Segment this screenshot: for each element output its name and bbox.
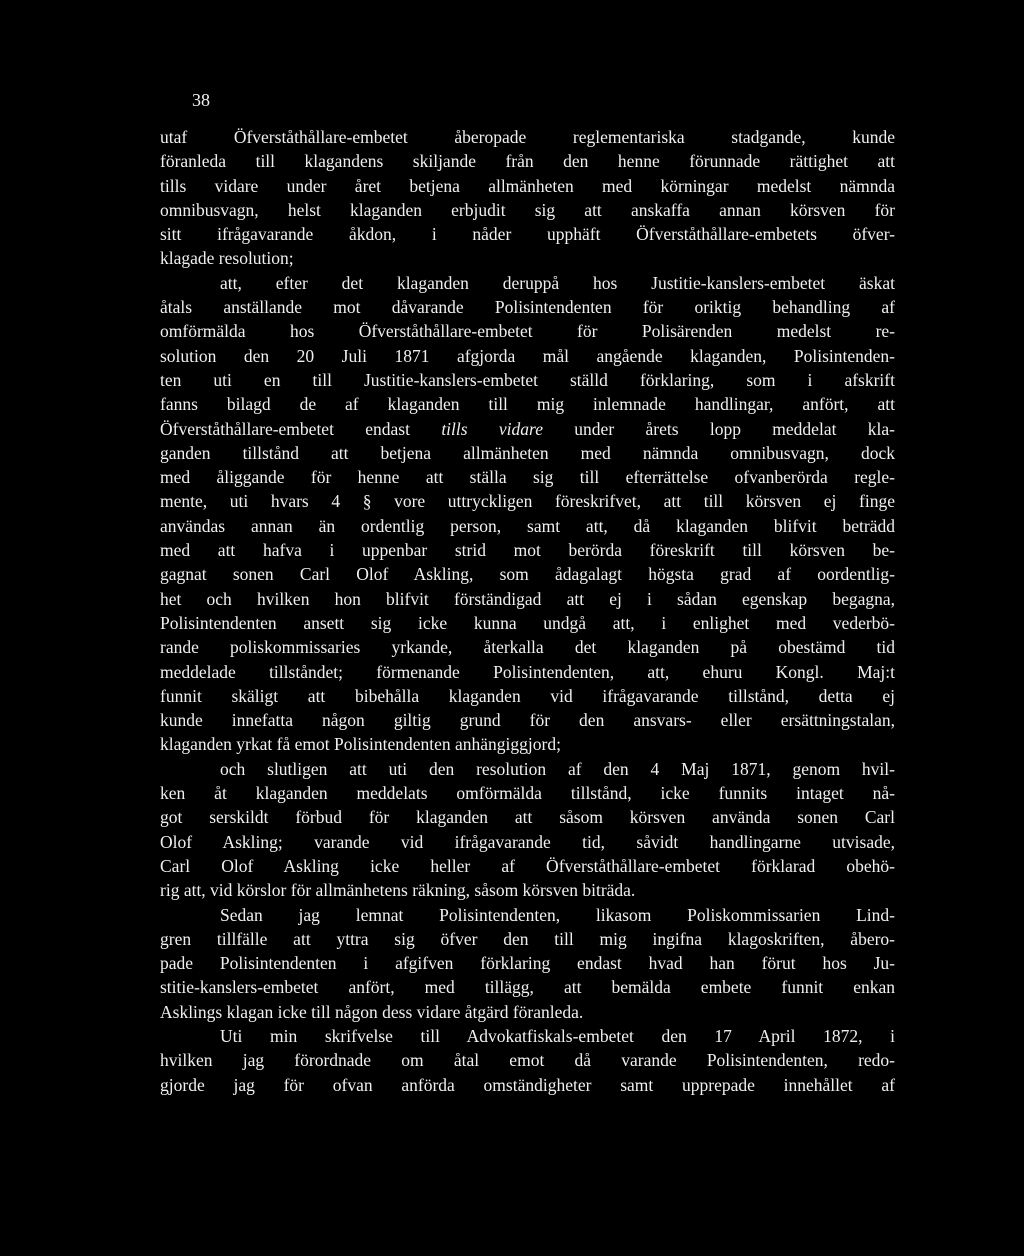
text-fragment: Öfverståthållare-embetet endast [160, 418, 442, 439]
text-line: ken åt klaganden meddelats omförmälda tillstånd, icke funnits intaget nå- [160, 783, 895, 804]
text-line: Sedan jag lemnat Polisintendenten, likasom Poliskommissarien Lind- [220, 904, 895, 925]
text-line: het och hvilken hon blifvit förständigad att ej i sådan egenskap begagna, [160, 588, 895, 609]
text-line: med att hafva i uppenbar strid mot berörda föreskrift till körsven be- [160, 540, 895, 561]
text-line: gjorde jag för ofvan anförda omständigheter samt upprepade innehållet af [160, 1074, 895, 1095]
text-line: stitie-kanslers-embetet anfört, med tillägg, att bemälda embete funnit enkan [160, 977, 895, 998]
text-fragment: under årets lopp meddelat kla- [542, 418, 895, 439]
text-line: ten uti en till Justitie-kanslers-embetet ställd förklaring, som i afskrift [160, 369, 895, 390]
text-line: användas annan än ordentlig person, samt att, då klaganden blifvit beträdd [160, 515, 895, 536]
text-line: pade Polisintendenten i afgifven förklaring endast hvad han förut hos Ju- [160, 953, 895, 974]
text-line: omnibusvagn, helst klaganden erbjudit sig att anskaffa annan körsven för [160, 199, 895, 220]
text-line: kunde innefatta någon giltig grund för den ansvars- eller ersättningstalan, [160, 710, 895, 731]
text-line: mente, uti hvars 4 § vore uttryckligen föreskrifvet, att till körsven ej finge [160, 491, 895, 512]
text-line: klagade resolution; [160, 248, 294, 269]
page-number: 38 [192, 90, 210, 110]
text-line: got serskildt förbud för klaganden att såsom körsven använda sonen Carl [160, 807, 895, 828]
text-line: meddelade tillståndet; förmenande Polisintendenten, att, ehuru Kongl. Maj:t [160, 661, 895, 682]
text-line: föranleda till klagandens skiljande från den henne förunnade rättighet att [160, 151, 895, 172]
text-line: sitt ifrågavarande åkdon, i nåder upphäft Öfverståthållare-embetets öfver- [160, 224, 895, 245]
text-line: Uti min skrifvelse till Advokatfiskals-embetet den 17 April 1872, i [220, 1025, 895, 1046]
text-line: rig att, vid körslor för allmänhetens räkning, såsom körsven biträda. [160, 880, 636, 901]
text-line: Asklings klagan icke till någon dess vidare åtgärd föranleda. [160, 1001, 584, 1022]
text-line: att, efter det klaganden deruppå hos Justitie-kanslers-embetet äskat [220, 272, 895, 293]
text-line: hvilken jag förordnade om åtal emot då varande Polisintendenten, redo- [160, 1050, 895, 1071]
text-line: gren tillfälle att yttra sig öfver den till mig ingifna klagoskriften, åbero- [160, 928, 895, 949]
text-line: fanns bilagd de af klaganden till mig inlemnade handlingar, anfört, att [160, 394, 895, 415]
text-line: solution den 20 Juli 1871 afgjorda mål angående klaganden, Polisintenden- [160, 345, 895, 366]
text-line: ganden tillstånd att betjena allmänheten med nämnda omnibusvagn, dock [160, 442, 895, 463]
text-line: funnit skäligt att bibehålla klaganden vid ifrågavarande tillstånd, detta ej [160, 685, 895, 706]
text-line: åtals anställande mot dåvarande Polisintendenten för oriktig behandling af [160, 297, 895, 318]
text-line: rande poliskommissaries yrkande, återkalla det klaganden på obestämd tid [160, 637, 895, 658]
text-line: Carl Olof Askling icke heller af Öfverståthållare-embetet förklarad obehö- [160, 855, 895, 876]
text-line: gagnat sonen Carl Olof Askling, som ådagalagt högsta grad af oordentlig- [160, 564, 895, 585]
text-line: och slutligen att uti den resolution af den 4 Maj 1871, genom hvil- [220, 758, 895, 779]
text-line: tills vidare under året betjena allmänheten med körningar medelst nämnda [160, 175, 895, 196]
body-text [160, 125, 895, 1097]
text-line: med åliggande för henne att ställa sig till efterrättelse ofvanberörda regle- [160, 467, 895, 488]
text-line: klaganden yrkat få emot Polisintendenten anhängiggjord; [160, 734, 561, 755]
text-line: utaf Öfverståthållare-embetet åberopade reglementariska stadgande, kunde [160, 127, 895, 147]
text-line: Polisintendenten ansett sig icke kunna undgå att, i enlighet med vederbö- [160, 612, 895, 633]
text-line [160, 417, 895, 441]
emphasis-text: tills vidare [441, 418, 543, 439]
text-line: omförmälda hos Öfverståthållare-embetet för Polisärenden medelst re- [160, 321, 895, 342]
text-line: Olof Askling; varande vid ifrågavarande tid, såvidt handlingarne utvisade, [160, 831, 895, 852]
